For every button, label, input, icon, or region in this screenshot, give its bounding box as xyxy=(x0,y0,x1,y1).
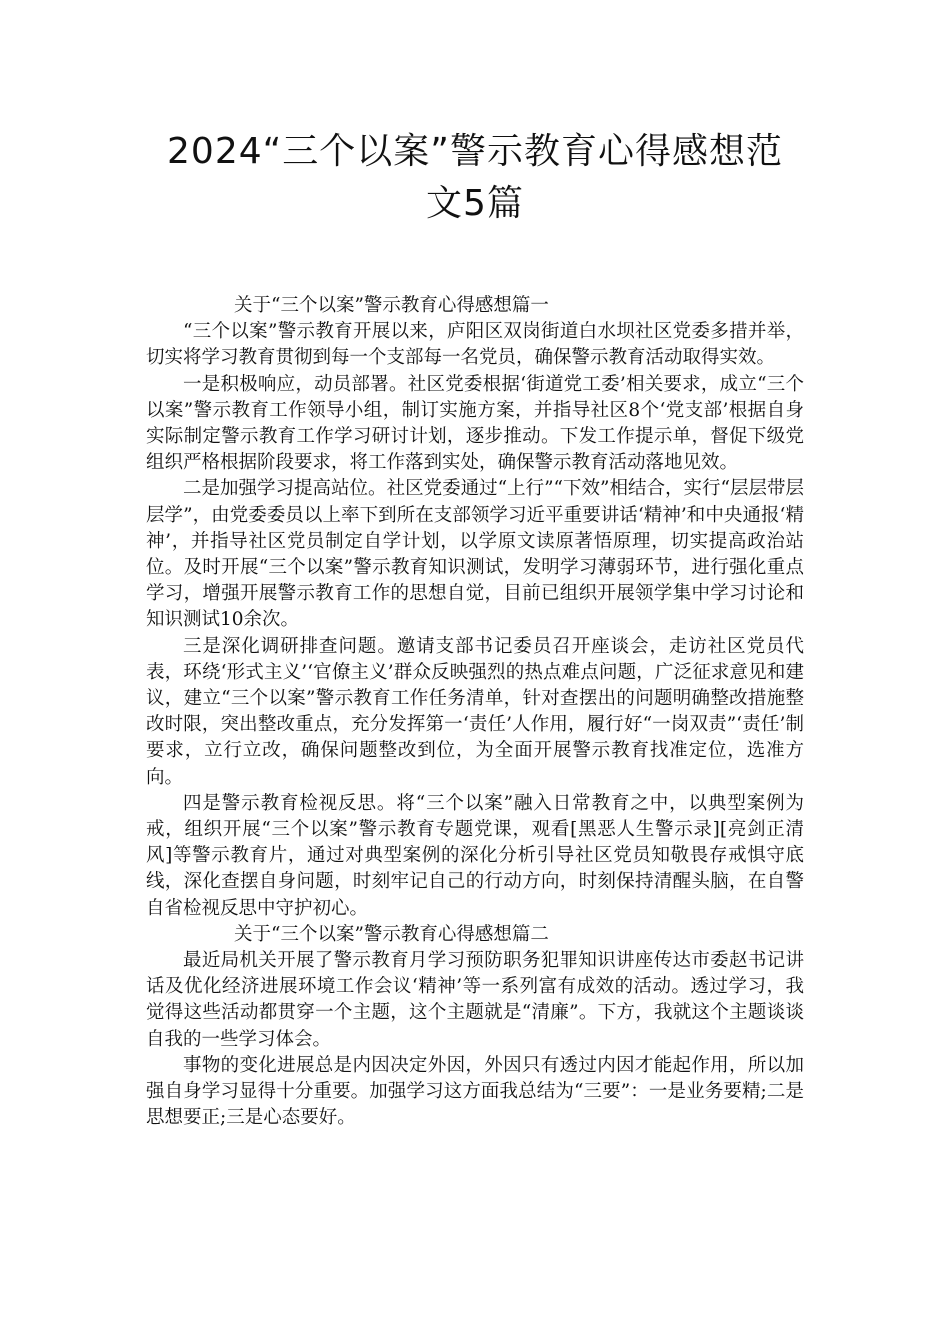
document-body xyxy=(146,293,804,1132)
body-paragraph: 四是警示教育检视反思。将“三个以案”融入日常教育之中，以典型案例为戒，组织开展“三个以案”警示教育专题党课，观看[黑恶人生警示录][亮剑正清风]等警示教育片，通过对典型案例的深化分析引导社区党员知敬畏存戒惧守底线，深化查摆自身问题，时刻牢记自己的行动方向，时刻保持清醒头脑，在自警自省检视反思中守护初心。 xyxy=(146,792,804,919)
body-paragraph: 三是深化调研排查问题。邀请支部书记委员召开座谈会，走访社区党员代表，环绕‘形式主义’‘官僚主义’群众反映强烈的热点难点问题，广泛征求意见和建议，建立“三个以案”警示教育工作任务清单，针对查摆出的问题明确整改措施整改时限，突出整改重点，充分发挥第一‘责任’人作用，履行好“一岗双责”‘责任’制要求，立行立改，确保问题整改到位，为全面开展警示教育找准定位，选准方向。 xyxy=(146,635,804,788)
title-line-2: 文5篇 xyxy=(426,183,524,224)
body-paragraph: “三个以案”警示教育开展以来，庐阳区双岗街道白水坝社区党委多措并举，切实将学习教育贯彻到每一个支部每一名党员，确保警示教育活动取得实效。 xyxy=(146,321,804,369)
body-paragraph: 事物的变化进展总是内因决定外因，外因只有透过内因才能起作用，所以加强自身学习显得十分重要。加强学习这方面我总结为“三要”：一是业务要精;二是思想要正;三是心态要好。 xyxy=(146,1054,804,1129)
document-title xyxy=(130,126,820,230)
body-paragraph: 一是积极响应，动员部署。社区党委根据‘街道党工委’相关要求，成立“三个以案”警示教育工作领导小组，制订实施方案，并指导社区8个‘党支部’根据自身实际制定警示教育工作学习研讨计划，逐步推动。下发工作提示单，督促下级党组织严格根据阶段要求，将工作落到实处，确保警示教育活动落地见效。 xyxy=(146,373,804,474)
body-paragraph: 二是加强学习提高站位。社区党委通过“上行”“下效”相结合，实行“层层带层层学”，由党委委员以上率下到所在支部领学习近平重要讲话‘精神’和中央通报‘精神’，并指导社区党员制定自学计划，以学原文读原著悟原理，切实提高政治站位。及时开展“三个以案”警示教育知识测试，发明学习薄弱环节，进行强化重点学习，增强开展警示教育工作的思想自觉，目前已组织开展领学集中学习讨论和知识测试10余次。 xyxy=(146,478,804,631)
section-heading: 关于“三个以案”警示教育心得感想篇二 xyxy=(234,923,549,945)
body-paragraph: 最近局机关开展了警示教育月学习预防职务犯罪知识讲座传达市委赵书记讲话及优化经济进展环境工作会议‘精神’等一系列富有成效的活动。透过学习，我觉得这些活动都贯穿一个主题，这个主题就是“清廉”。下方，我就这个主题谈谈自我的一些学习体会。 xyxy=(146,950,804,1050)
title-line-1: 2024“三个以案”警示教育心得感想范 xyxy=(167,131,783,172)
section-heading: 关于“三个以案”警示教育心得感想篇一 xyxy=(234,295,549,316)
